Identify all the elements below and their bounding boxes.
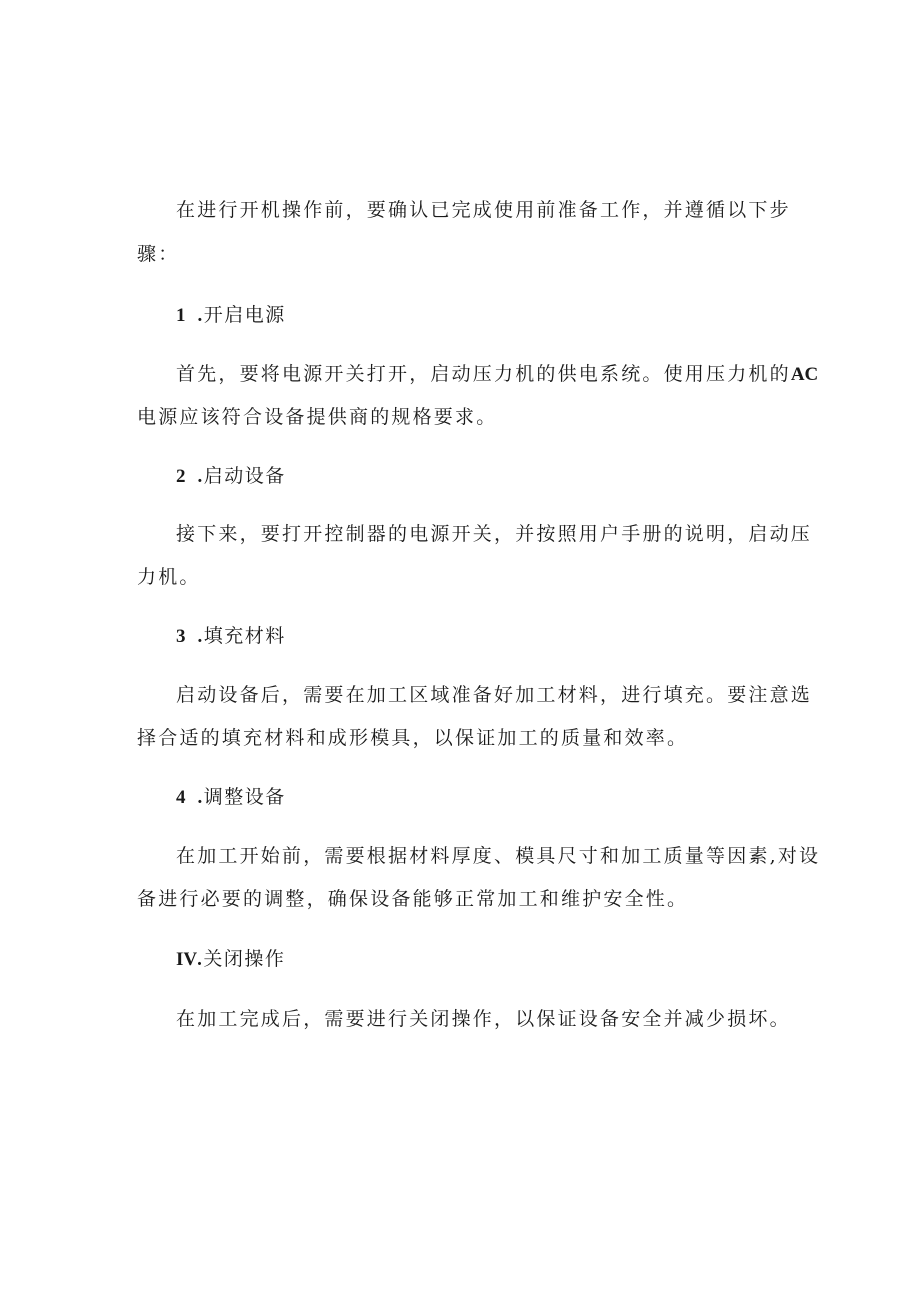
section-number: 1 bbox=[176, 305, 186, 326]
section-2-body-line-2: 力机。 bbox=[137, 566, 201, 588]
section-heading-5: IV.关闭操作 bbox=[176, 948, 286, 970]
section-1-body-line-1 bbox=[176, 360, 836, 389]
body-text: 首先，要将电源开关打开，启动压力机的供电系统。使用压力机的 bbox=[176, 363, 791, 385]
section-heading-2: 2 .启动设备 bbox=[176, 465, 286, 487]
section-4-body-line-2: 备进行必要的调整，确保设备能够正常加工和维护安全性。 bbox=[137, 888, 689, 910]
section-5-body-line-1: 在加工完成后，需要进行关闭操作，以保证设备安全并减少损坏。 bbox=[176, 1008, 791, 1030]
section-number: 3 bbox=[176, 626, 186, 647]
section-number: IV bbox=[176, 949, 198, 970]
section-title: 填充材料 bbox=[203, 625, 286, 647]
section-2-body-line-1: 接下来，要打开控制器的电源开关，并按照用户手册的说明，启动压 bbox=[176, 523, 813, 545]
section-3-body-line-2: 择合适的填充材料和成形模具，以保证加工的质量和效率。 bbox=[137, 727, 689, 749]
section-title: 启动设备 bbox=[203, 465, 286, 487]
section-title: 开启电源 bbox=[203, 304, 286, 326]
section-4-body-line-1: 在加工开始前，需要根据材料厚度、模具尺寸和加工质量等因素,对设 bbox=[176, 845, 821, 867]
section-number: 4 bbox=[176, 787, 186, 808]
section-heading-4: 4 .调整设备 bbox=[176, 786, 286, 808]
section-1-body-line-2: 电源应该符合设备提供商的规格要求。 bbox=[137, 406, 498, 428]
intro-line-2: 骤： bbox=[137, 243, 180, 265]
section-number: 2 bbox=[176, 466, 186, 487]
section-3-body-line-1: 启动设备后，需要在加工区域准备好加工材料，进行填充。要注意选 bbox=[176, 684, 813, 706]
section-heading-3: 3 .填充材料 bbox=[176, 625, 286, 647]
section-title: 关闭操作 bbox=[203, 948, 286, 970]
intro-line-1: 在进行开机操作前，要确认已完成使用前准备工作，并遵循以下步 bbox=[176, 199, 791, 221]
section-heading-1: 1 .开启电源 bbox=[176, 304, 286, 326]
body-latin-text: AC bbox=[790, 364, 819, 385]
section-title: 调整设备 bbox=[203, 786, 286, 808]
